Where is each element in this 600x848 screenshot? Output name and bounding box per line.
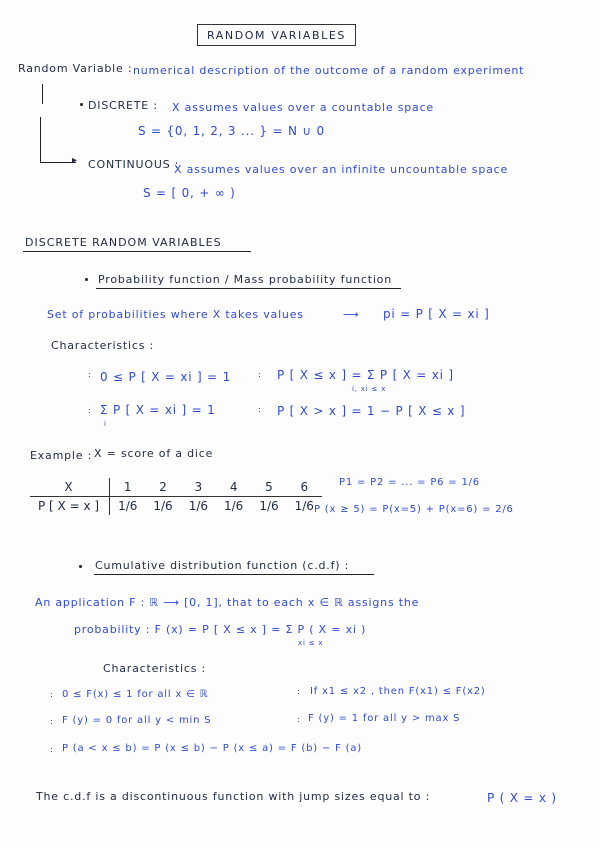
table-cell: 3	[181, 478, 216, 497]
discrete-label: DISCRETE :	[88, 99, 158, 112]
table-row-probabilities	[30, 497, 322, 516]
bullet-dot	[79, 565, 82, 568]
bullet-dot: :	[258, 370, 262, 379]
arrow-right-icon: ⟶	[343, 308, 360, 321]
section-title-underline	[23, 251, 251, 252]
cdf-characteristics-label: Characteristics :	[103, 662, 207, 675]
table-row-values	[30, 478, 322, 497]
discrete-text: X assumes values over a countable space	[172, 101, 435, 114]
cdf-characteristic-1: 0 ≤ F(x) ≤ 1 for all x ∈ ℝ	[62, 689, 209, 700]
table-cell: 1	[110, 478, 146, 497]
pmf-characteristic-2-subscript: i, xi ≤ x	[352, 385, 387, 393]
bullet-dot: :	[50, 745, 54, 754]
pmf-characteristic-2: P [ X ≤ x ] = Σ P [ X = xi ]	[277, 368, 454, 382]
bullet-dot: :	[50, 690, 54, 699]
branch-arrow-line	[40, 162, 76, 163]
example-note-2: P (x ≥ 5) = P(x=5) + P(x=6) = 2/6	[314, 504, 514, 515]
table-cell: 1/6	[259, 499, 279, 513]
cdf-heading-underline	[94, 574, 374, 575]
bullet-dot	[80, 103, 83, 106]
cdf-line-1: An application F : ℝ ⟶ [0, 1], that to each x ∈ ℝ assigns the	[35, 596, 420, 609]
cdf-characteristic-2: If x1 ≤ x2 , then F(x1) ≤ F(x2)	[310, 686, 486, 697]
table-cell: 5	[251, 478, 286, 497]
pmf-characteristic-1: 0 ≤ P [ X = xi ] = 1	[100, 370, 232, 384]
cdf-characteristic-4: F (y) = 1 for all y > max S	[308, 713, 461, 724]
pmf-characteristic-4: P [ X > x ] = 1 − P [ X ≤ x ]	[277, 404, 466, 418]
continuous-label: CONTINUOUS :	[88, 158, 180, 171]
table-cell: 2	[145, 478, 180, 497]
dice-probability-table	[30, 478, 322, 515]
table-cell: 1/6	[294, 499, 314, 513]
table-cell: 1/6	[118, 499, 138, 513]
continuous-text: X assumes values over an infinite uncountable space	[174, 163, 509, 176]
table-cell: 1/6	[188, 499, 208, 513]
table-cell: 1/6	[153, 499, 173, 513]
cdf-line-2: probability : F (x) = P [ X ≤ x ] = Σ P ( X = xi )	[74, 623, 367, 636]
cdf-heading: Cumulative distribution function (c.d.f) :	[95, 559, 350, 572]
page-title: RANDOM VARIABLES	[197, 24, 356, 46]
branch-line-continuous	[40, 117, 41, 163]
bullet-dot: :	[88, 406, 92, 415]
arrow-head-icon: ▸	[72, 155, 78, 166]
pmf-characteristic-3-subscript: i	[104, 420, 107, 428]
table-cell: 4	[216, 478, 251, 497]
example-note-1: P1 = P2 = ... = P6 = 1/6	[339, 477, 480, 488]
cdf-line-2-subscript: xi ≤ x	[298, 639, 324, 647]
table-header-p: P [ X = x ]	[30, 497, 110, 516]
pmf-formula: pi = P [ X = xi ]	[383, 307, 490, 321]
bullet-dot: :	[258, 405, 262, 414]
bullet-dot: :	[297, 715, 301, 724]
pmf-definition: Set of probabilities where X takes values	[47, 308, 304, 321]
pmf-characteristics-label: Characteristics :	[51, 339, 155, 352]
continuous-formula: S = [ 0, + ∞ )	[143, 186, 236, 200]
example-text: X = score of a dice	[94, 447, 214, 460]
section-title: DISCRETE RANDOM VARIABLES	[25, 236, 222, 249]
pmf-characteristic-3: Σ P [ X = xi ] = 1	[100, 403, 216, 417]
cdf-footer: The c.d.f is a discontinuous function with jump sizes equal to :	[36, 790, 431, 803]
example-label: Example :	[30, 449, 93, 462]
cdf-characteristic-3: F (y) = 0 for all y < min S	[62, 715, 212, 726]
bullet-dot: :	[297, 687, 301, 696]
bullet-dot: :	[88, 370, 92, 379]
definition-text: numerical description of the outcome of a random experiment	[133, 64, 525, 77]
bullet-dot: :	[50, 717, 54, 726]
table-cell: 6	[287, 478, 322, 497]
definition-label: Random Variable :	[18, 62, 133, 75]
cdf-characteristic-5: P (a < x ≤ b) = P (x ≤ b) − P (x ≤ a) = F (b) − F (a)	[62, 743, 362, 754]
cdf-footer-formula: P ( X = x )	[487, 791, 557, 805]
pmf-heading-underline	[96, 288, 401, 289]
discrete-formula: S = {0, 1, 2, 3 ... } = N ∪ 0	[138, 124, 325, 138]
table-cell: 1/6	[224, 499, 244, 513]
pmf-heading: Probability function / Mass probability function	[98, 273, 392, 286]
bullet-dot	[85, 278, 88, 281]
table-header-x: X	[30, 478, 110, 497]
branch-line-discrete	[42, 84, 43, 104]
